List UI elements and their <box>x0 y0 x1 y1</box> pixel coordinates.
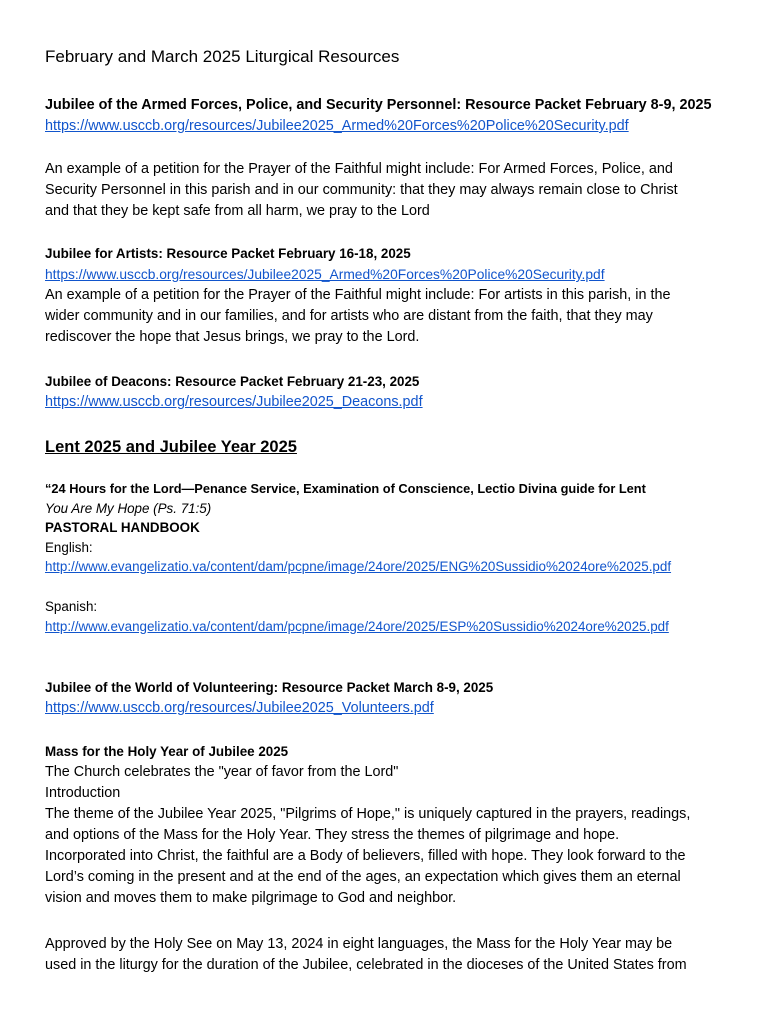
volunteering-link[interactable]: https://www.usccb.org/resources/Jubilee2025_Volunteers.pdf <box>45 700 434 716</box>
section-armed-forces <box>45 95 735 137</box>
mass-approval-line: used in the liturgy for the duration of the Jubilee, celebrated in the dioceses of the United States from <box>45 957 687 973</box>
artists-heading: Jubilee for Artists: Resource Packet February 16-18, 2025 <box>45 246 411 261</box>
section-spanish <box>45 597 735 636</box>
armed-forces-heading: Jubilee of the Armed Forces, Police, and Security Personnel: Resource Packet February 8-9, 2025 <box>45 97 712 113</box>
mass-approval <box>45 934 735 976</box>
pastoral-handbook-label: PASTORAL HANDBOOK <box>45 520 200 535</box>
english-handbook-link[interactable]: http://www.evangelizatio.va/content/dam/pcpne/image/24ore/2025/ENG%20Sussidio%2024ore%2025.pdf <box>45 559 672 574</box>
24-hours-subtitle: You Are My Hope (Ps. 71:5) <box>45 500 212 516</box>
section-24-hours <box>45 479 735 577</box>
deacons-link[interactable]: https://www.usccb.org/resources/Jubilee2025_Deacons.pdf <box>45 394 423 410</box>
artists-link[interactable]: https://www.usccb.org/resources/Jubilee2025_Armed%20Forces%20Police%20Security.pdf <box>45 267 605 282</box>
armed-forces-link[interactable]: https://www.usccb.org/resources/Jubilee2025_Armed%20Forces%20Police%20Security.pdf <box>45 118 629 134</box>
english-label: English: <box>45 539 93 555</box>
spanish-handbook-link[interactable]: http://www.evangelizatio.va/content/dam/pcpne/image/24ore/2025/ESP%20Sussidio%2024ore%2025.pdf <box>45 618 669 634</box>
mass-paragraph-line: and options of the Mass for the Holy Year. They stress the themes of pilgrimage and hope. <box>45 827 620 843</box>
lent-heading: Lent 2025 and Jubilee Year 2025 <box>45 438 297 456</box>
artists-petition-line: rediscover the hope that Jesus brings, we pray to the Lord. <box>45 329 420 345</box>
artists-petition-line: wider community and in our families, and for artists who are distant from the faith, that they may <box>45 308 653 324</box>
armed-forces-petition-line: and that they be kept safe from all harm, we pray to the Lord <box>45 203 430 219</box>
section-volunteering <box>45 677 735 719</box>
mass-line: Introduction <box>45 785 121 801</box>
armed-forces-petition <box>45 159 735 222</box>
mass-paragraph-line: Incorporated into Christ, the faithful are a Body of believers, filled with hope. They look forward to the <box>45 848 686 864</box>
volunteering-heading: Jubilee of the World of Volunteering: Resource Packet March 8-9, 2025 <box>45 680 494 695</box>
section-mass <box>45 741 735 909</box>
armed-forces-petition-line: Security Personnel in this parish and in our community: that they may always remain close to Christ <box>45 182 678 198</box>
page-title: February and March 2025 Liturgical Resources <box>45 47 400 66</box>
artists-petition-line: An example of a petition for the Prayer of the Faithful might include: For artists in this parish, in the <box>45 287 671 303</box>
armed-forces-petition-line: An example of a petition for the Prayer of the Faithful might include: For Armed Forces, Police, and <box>45 161 673 177</box>
deacons-heading: Jubilee of Deacons: Resource Packet February 21-23, 2025 <box>45 374 420 389</box>
mass-approval-line: Approved by the Holy See on May 13, 2024 in eight languages, the Mass for the Holy Year may be <box>45 936 673 952</box>
mass-paragraph-line: vision and moves them to make pilgrimage to God and neighbor. <box>45 890 457 906</box>
mass-paragraph-line: Lord’s coming in the present and at the end of the ages, an expectation which gives them an eternal <box>45 869 681 885</box>
mass-paragraph-line: The theme of the Jubilee Year 2025, "Pilgrims of Hope," is uniquely captured in the prayers, readings, <box>45 806 691 822</box>
spanish-label: Spanish: <box>45 599 98 614</box>
mass-heading: Mass for the Holy Year of Jubilee 2025 <box>45 744 289 759</box>
section-artists <box>45 243 735 348</box>
mass-line: The Church celebrates the "year of favor from the Lord" <box>45 764 399 780</box>
24-hours-heading: “24 Hours for the Lord—Penance Service, Examination of Conscience, Lectio Divina guide for Lent <box>45 481 646 496</box>
section-deacons <box>45 371 735 413</box>
